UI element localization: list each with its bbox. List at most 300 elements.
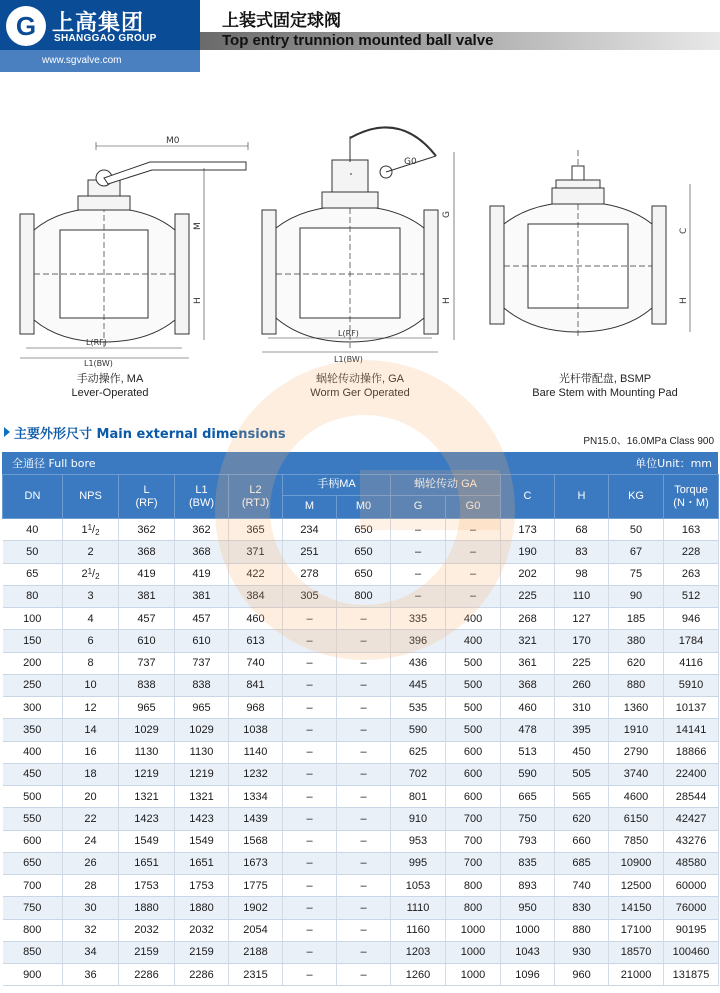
cell-g: – xyxy=(391,541,446,563)
cell-g: 1110 xyxy=(391,897,446,919)
dim-g: G xyxy=(442,211,452,218)
triangle-bullet-icon xyxy=(4,427,10,437)
dimension-grid xyxy=(2,474,719,986)
bore-label: 全通径 Full bore xyxy=(12,457,96,470)
cell-c: 750 xyxy=(501,808,555,830)
cell-torque: 28544 xyxy=(664,786,719,808)
cell-g0: 600 xyxy=(446,741,501,763)
cell-c: 173 xyxy=(501,519,555,541)
col-header-g0: G0 xyxy=(446,495,501,518)
cell-l: 419 xyxy=(119,563,175,585)
cell-kg: 185 xyxy=(609,608,664,630)
table-row xyxy=(3,697,719,719)
cell-m: – xyxy=(283,830,337,852)
cell-m0: – xyxy=(337,741,391,763)
cell-dn: 40 xyxy=(3,519,63,541)
website-link[interactable]: www.sgvalve.com xyxy=(0,50,200,72)
table-row xyxy=(3,674,719,696)
cell-l: 381 xyxy=(119,585,175,607)
cell-h: 685 xyxy=(555,852,609,874)
cell-g: 590 xyxy=(391,719,446,741)
cell-m: – xyxy=(283,786,337,808)
cell-l: 1651 xyxy=(119,852,175,874)
cell-h: 565 xyxy=(555,786,609,808)
table-row xyxy=(3,897,719,919)
cell-c: 793 xyxy=(501,830,555,852)
cell-l2: 1902 xyxy=(229,897,283,919)
cell-m: 251 xyxy=(283,541,337,563)
col-header-ma: 手柄MA xyxy=(283,475,391,496)
cell-torque: 48580 xyxy=(664,852,719,874)
cell-m0: 800 xyxy=(337,585,391,607)
cell-l: 1321 xyxy=(119,786,175,808)
cell-dn: 350 xyxy=(3,719,63,741)
dim-m0: M0 xyxy=(166,136,180,146)
cell-l: 2159 xyxy=(119,941,175,963)
cell-l1: 1321 xyxy=(175,786,229,808)
cell-h: 310 xyxy=(555,697,609,719)
cell-nps: 8 xyxy=(63,652,119,674)
cell-dn: 500 xyxy=(3,786,63,808)
table-row xyxy=(3,719,719,741)
cell-m: 278 xyxy=(283,563,337,585)
table-row xyxy=(3,585,719,607)
cell-m: – xyxy=(283,630,337,652)
cell-l: 1029 xyxy=(119,719,175,741)
cell-c: 202 xyxy=(501,563,555,585)
cell-l1: 1423 xyxy=(175,808,229,830)
cell-g0: 600 xyxy=(446,763,501,785)
cell-kg: 10900 xyxy=(609,852,664,874)
cell-g: 1053 xyxy=(391,875,446,897)
cell-m: – xyxy=(283,741,337,763)
col-header-m0: M0 xyxy=(337,495,391,518)
cell-nps: 10 xyxy=(63,674,119,696)
cell-l2: 2054 xyxy=(229,919,283,941)
col-header-l1: L1 (BW) xyxy=(175,475,229,519)
cell-c: 368 xyxy=(501,674,555,696)
cell-h: 930 xyxy=(555,941,609,963)
cell-dn: 150 xyxy=(3,630,63,652)
cell-nps: 18 xyxy=(63,763,119,785)
table-row xyxy=(3,541,719,563)
cell-kg: 2790 xyxy=(609,741,664,763)
cell-g: 445 xyxy=(391,674,446,696)
cell-dn: 100 xyxy=(3,608,63,630)
cell-l1: 2286 xyxy=(175,964,229,986)
cell-c: 361 xyxy=(501,652,555,674)
logo-icon: G xyxy=(6,6,46,46)
cell-l2: 371 xyxy=(229,541,283,563)
cell-c: 1043 xyxy=(501,941,555,963)
cell-dn: 50 xyxy=(3,541,63,563)
cell-nps: 6 xyxy=(63,630,119,652)
cell-torque: 163 xyxy=(664,519,719,541)
col-header-h: H xyxy=(555,475,609,519)
cell-torque: 100460 xyxy=(664,941,719,963)
cell-kg: 21000 xyxy=(609,964,664,986)
cell-m0: – xyxy=(337,919,391,941)
cell-m: 305 xyxy=(283,585,337,607)
cell-g: 1160 xyxy=(391,919,446,941)
dim-l1-bw-1: L1(BW) xyxy=(84,359,113,368)
cell-l1: 381 xyxy=(175,585,229,607)
cell-l2: 1334 xyxy=(229,786,283,808)
cell-l1: 419 xyxy=(175,563,229,585)
cell-h: 660 xyxy=(555,830,609,852)
cell-l2: 613 xyxy=(229,630,283,652)
cell-c: 268 xyxy=(501,608,555,630)
cell-l2: 384 xyxy=(229,585,283,607)
cell-g0: 700 xyxy=(446,830,501,852)
cell-kg: 90 xyxy=(609,585,664,607)
col-header-kg: KG xyxy=(609,475,664,519)
cell-h: 170 xyxy=(555,630,609,652)
cell-dn: 450 xyxy=(3,763,63,785)
col-header-g: G xyxy=(391,495,446,518)
cell-c: 225 xyxy=(501,585,555,607)
cell-kg: 880 xyxy=(609,674,664,696)
cell-l1: 2159 xyxy=(175,941,229,963)
col-header-torque: Torque (N・M) xyxy=(664,475,719,519)
table-row xyxy=(3,741,719,763)
cell-nps: 3 xyxy=(63,585,119,607)
cell-g0: 500 xyxy=(446,719,501,741)
table-row xyxy=(3,786,719,808)
cell-nps: 14 xyxy=(63,719,119,741)
cell-l: 1880 xyxy=(119,897,175,919)
cell-h: 68 xyxy=(555,519,609,541)
cell-l: 610 xyxy=(119,630,175,652)
caption-gear: 蜗轮传动操作, GA Worm Ger Operated xyxy=(310,373,410,399)
cell-kg: 4600 xyxy=(609,786,664,808)
cell-l1: 965 xyxy=(175,697,229,719)
cell-m0: – xyxy=(337,808,391,830)
cell-kg: 17100 xyxy=(609,919,664,941)
cell-c: 478 xyxy=(501,719,555,741)
cell-kg: 3740 xyxy=(609,763,664,785)
cell-dn: 550 xyxy=(3,808,63,830)
col-header-c: C xyxy=(501,475,555,519)
cell-m: – xyxy=(283,674,337,696)
cell-torque: 43276 xyxy=(664,830,719,852)
cell-kg: 380 xyxy=(609,630,664,652)
cell-c: 513 xyxy=(501,741,555,763)
cell-l1: 1651 xyxy=(175,852,229,874)
cell-g0: – xyxy=(446,563,501,585)
cell-kg: 67 xyxy=(609,541,664,563)
cell-c: 1096 xyxy=(501,964,555,986)
cell-g: 702 xyxy=(391,763,446,785)
cell-torque: 5910 xyxy=(664,674,719,696)
cell-g: 910 xyxy=(391,808,446,830)
valve-drawings xyxy=(0,80,720,410)
cell-g0: 1000 xyxy=(446,919,501,941)
col-header-ga: 蜗轮传动 GA xyxy=(391,475,501,496)
cell-torque: 131875 xyxy=(664,964,719,986)
cell-g0: 1000 xyxy=(446,941,501,963)
cell-torque: 4116 xyxy=(664,652,719,674)
cell-g0: – xyxy=(446,541,501,563)
cell-c: 590 xyxy=(501,763,555,785)
dim-h-1: H xyxy=(193,297,203,304)
cell-l1: 1753 xyxy=(175,875,229,897)
cell-l1: 1029 xyxy=(175,719,229,741)
cell-c: 1000 xyxy=(501,919,555,941)
cell-nps: 32 xyxy=(63,919,119,941)
page-title-en: Top entry trunnion mounted ball valve xyxy=(222,32,494,49)
dim-h-2: H xyxy=(442,297,452,304)
cell-l2: 841 xyxy=(229,674,283,696)
cell-l2: 1673 xyxy=(229,852,283,874)
page-header xyxy=(0,0,720,72)
cell-l2: 1038 xyxy=(229,719,283,741)
cell-kg: 1360 xyxy=(609,697,664,719)
cell-l2: 422 xyxy=(229,563,283,585)
cell-dn: 65 xyxy=(3,563,63,585)
cell-nps: $1^1/_2$ xyxy=(63,519,119,541)
valve-drawings-svg xyxy=(0,80,720,370)
cell-l1: 457 xyxy=(175,608,229,630)
cell-nps: 4 xyxy=(63,608,119,630)
cell-g: 535 xyxy=(391,697,446,719)
cell-g0: 1000 xyxy=(446,964,501,986)
cell-l1: 362 xyxy=(175,519,229,541)
cell-h: 83 xyxy=(555,541,609,563)
caption-lever: 手动操作, MA Lever-Operated xyxy=(71,373,149,399)
table-row xyxy=(3,652,719,674)
cell-g: 396 xyxy=(391,630,446,652)
cell-dn: 800 xyxy=(3,919,63,941)
cell-h: 880 xyxy=(555,919,609,941)
cell-dn: 850 xyxy=(3,941,63,963)
table-row xyxy=(3,964,719,986)
cell-torque: 10137 xyxy=(664,697,719,719)
cell-torque: 512 xyxy=(664,585,719,607)
cell-g: 995 xyxy=(391,852,446,874)
cell-m: – xyxy=(283,808,337,830)
cell-nps: 34 xyxy=(63,941,119,963)
cell-nps: 12 xyxy=(63,697,119,719)
cell-g0: 500 xyxy=(446,697,501,719)
cell-h: 620 xyxy=(555,808,609,830)
cell-m: 234 xyxy=(283,519,337,541)
valve-drawing-bare-stem xyxy=(490,150,690,338)
cell-l: 1130 xyxy=(119,741,175,763)
cell-kg: 50 xyxy=(609,519,664,541)
cell-l: 737 xyxy=(119,652,175,674)
cell-l1: 1880 xyxy=(175,897,229,919)
cell-m0: – xyxy=(337,786,391,808)
cell-m0: – xyxy=(337,608,391,630)
cell-h: 98 xyxy=(555,563,609,585)
dim-l-rf-2: L(RF) xyxy=(338,329,359,338)
cell-l1: 737 xyxy=(175,652,229,674)
cell-m0: – xyxy=(337,830,391,852)
cell-g0: – xyxy=(446,585,501,607)
cell-g0: 700 xyxy=(446,852,501,874)
cell-l1: 1549 xyxy=(175,830,229,852)
table-body xyxy=(3,519,719,986)
dim-g0: G0 xyxy=(404,157,417,167)
valve-drawing-gear xyxy=(262,127,454,352)
cell-m: – xyxy=(283,897,337,919)
cell-dn: 600 xyxy=(3,830,63,852)
cell-l2: 968 xyxy=(229,697,283,719)
cell-nps: 30 xyxy=(63,897,119,919)
cell-nps: 26 xyxy=(63,852,119,874)
cell-kg: 1910 xyxy=(609,719,664,741)
cell-nps: 28 xyxy=(63,875,119,897)
cell-g: 1260 xyxy=(391,964,446,986)
cell-l1: 2032 xyxy=(175,919,229,941)
dim-h-3: H xyxy=(679,297,689,304)
cell-m0: 650 xyxy=(337,563,391,585)
table-row xyxy=(3,919,719,941)
cell-g0: 700 xyxy=(446,808,501,830)
cell-dn: 200 xyxy=(3,652,63,674)
cell-h: 395 xyxy=(555,719,609,741)
cell-l1: 368 xyxy=(175,541,229,563)
unit-label: 单位Unit：mm xyxy=(635,457,712,470)
dimension-table xyxy=(2,452,718,986)
table-row xyxy=(3,875,719,897)
cell-l: 362 xyxy=(119,519,175,541)
cell-m0: – xyxy=(337,852,391,874)
cell-kg: 14150 xyxy=(609,897,664,919)
table-row xyxy=(3,830,719,852)
cell-torque: 90195 xyxy=(664,919,719,941)
cell-g0: 400 xyxy=(446,630,501,652)
cell-c: 190 xyxy=(501,541,555,563)
cell-m: – xyxy=(283,852,337,874)
section-title: 主要外形尺寸 Main external dimensions xyxy=(14,427,286,442)
section-header xyxy=(0,418,720,448)
cell-h: 260 xyxy=(555,674,609,696)
cell-c: 950 xyxy=(501,897,555,919)
col-header-nps: NPS xyxy=(63,475,119,519)
dim-l-rf-1: L(RF) xyxy=(86,338,107,347)
cell-h: 127 xyxy=(555,608,609,630)
brand-name-en: SHANGGAO GROUP xyxy=(54,33,157,44)
cell-l2: 1439 xyxy=(229,808,283,830)
cell-l: 2032 xyxy=(119,919,175,941)
table-row xyxy=(3,519,719,541)
cell-torque: 263 xyxy=(664,563,719,585)
cell-h: 960 xyxy=(555,964,609,986)
table-row xyxy=(3,808,719,830)
cell-l1: 610 xyxy=(175,630,229,652)
cell-kg: 12500 xyxy=(609,875,664,897)
brand-name-cn: 上高集团 xyxy=(52,11,145,36)
cell-dn: 300 xyxy=(3,697,63,719)
cell-l: 1549 xyxy=(119,830,175,852)
cell-nps: 24 xyxy=(63,830,119,852)
cell-c: 835 xyxy=(501,852,555,874)
cell-m0: – xyxy=(337,719,391,741)
cell-torque: 1784 xyxy=(664,630,719,652)
cell-l: 838 xyxy=(119,674,175,696)
cell-l1: 838 xyxy=(175,674,229,696)
cell-m0: – xyxy=(337,941,391,963)
cell-kg: 620 xyxy=(609,652,664,674)
cell-kg: 75 xyxy=(609,563,664,585)
cell-nps: 2 xyxy=(63,541,119,563)
cell-l2: 2188 xyxy=(229,941,283,963)
cell-l: 965 xyxy=(119,697,175,719)
table-row xyxy=(3,941,719,963)
cell-c: 665 xyxy=(501,786,555,808)
cell-m0: – xyxy=(337,897,391,919)
cell-g: 801 xyxy=(391,786,446,808)
cell-m0: – xyxy=(337,964,391,986)
cell-h: 450 xyxy=(555,741,609,763)
table-row xyxy=(3,630,719,652)
cell-l: 368 xyxy=(119,541,175,563)
cell-torque: 18866 xyxy=(664,741,719,763)
cell-m: – xyxy=(283,941,337,963)
pressure-class: PN15.0、16.0MPa Class 900 xyxy=(583,436,714,447)
cell-h: 830 xyxy=(555,897,609,919)
cell-torque: 76000 xyxy=(664,897,719,919)
cell-m0: 650 xyxy=(337,519,391,541)
cell-l2: 740 xyxy=(229,652,283,674)
cell-m0: – xyxy=(337,652,391,674)
cell-nps: $2^1/_2$ xyxy=(63,563,119,585)
cell-kg: 6150 xyxy=(609,808,664,830)
table-caption-bar xyxy=(2,452,718,474)
cell-c: 321 xyxy=(501,630,555,652)
cell-g0: 800 xyxy=(446,897,501,919)
cell-l2: 2315 xyxy=(229,964,283,986)
cell-g0: 400 xyxy=(446,608,501,630)
cell-g: – xyxy=(391,519,446,541)
cell-l: 457 xyxy=(119,608,175,630)
cell-g0: – xyxy=(446,519,501,541)
cell-g0: 600 xyxy=(446,786,501,808)
cell-kg: 18570 xyxy=(609,941,664,963)
cell-l: 2286 xyxy=(119,964,175,986)
col-header-l2: L2 (RTJ) xyxy=(229,475,283,519)
cell-m0: – xyxy=(337,875,391,897)
table-row xyxy=(3,608,719,630)
dim-m: M xyxy=(193,222,203,230)
cell-g: – xyxy=(391,585,446,607)
cell-m0: – xyxy=(337,630,391,652)
cell-m: – xyxy=(283,919,337,941)
cell-g: – xyxy=(391,563,446,585)
cell-h: 110 xyxy=(555,585,609,607)
col-header-dn: DN xyxy=(3,475,63,519)
cell-m: – xyxy=(283,697,337,719)
cell-dn: 700 xyxy=(3,875,63,897)
dim-c: C xyxy=(679,227,689,234)
cell-g: 1203 xyxy=(391,941,446,963)
table-row xyxy=(3,563,719,585)
cell-l2: 365 xyxy=(229,519,283,541)
cell-nps: 22 xyxy=(63,808,119,830)
cell-g: 625 xyxy=(391,741,446,763)
cell-h: 505 xyxy=(555,763,609,785)
cell-l2: 1140 xyxy=(229,741,283,763)
cell-dn: 900 xyxy=(3,964,63,986)
cell-h: 225 xyxy=(555,652,609,674)
cell-m0: – xyxy=(337,763,391,785)
table-row xyxy=(3,852,719,874)
brand-logo-block xyxy=(0,0,200,72)
cell-g: 335 xyxy=(391,608,446,630)
cell-dn: 650 xyxy=(3,852,63,874)
